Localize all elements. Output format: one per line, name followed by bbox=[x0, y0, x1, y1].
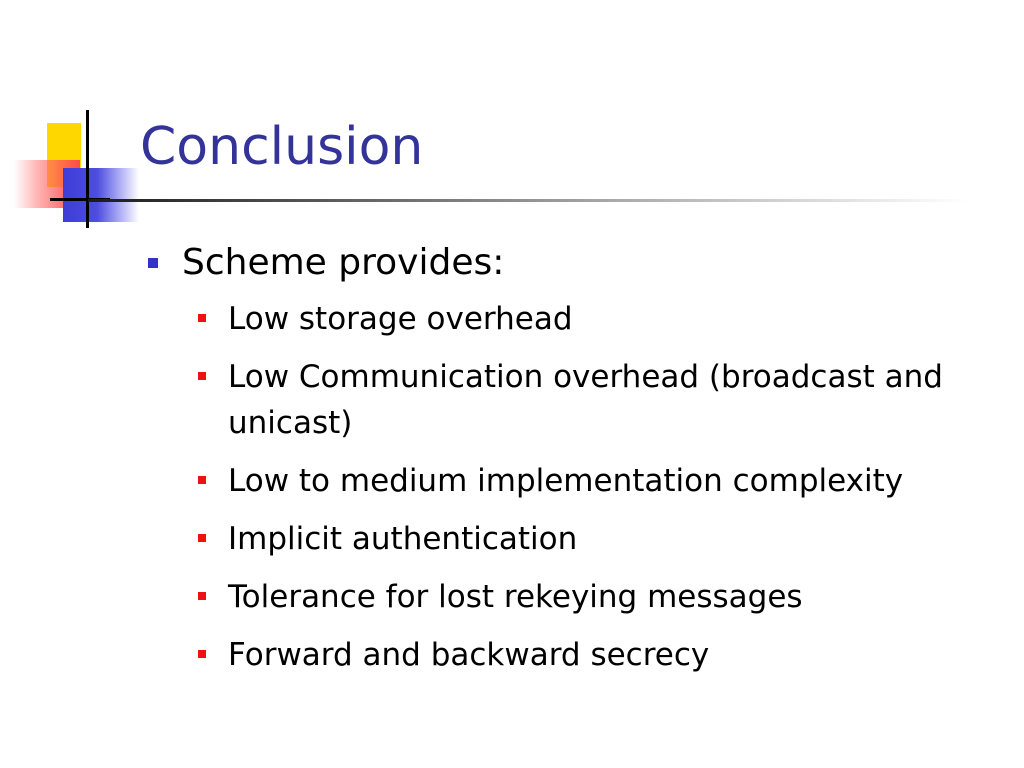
sub-bullet-text: Implicit authentication bbox=[228, 521, 578, 557]
square-bullet-icon bbox=[198, 372, 206, 380]
sub-bullet-item bbox=[198, 354, 998, 446]
sub-bullet-item bbox=[198, 632, 998, 678]
logo-blue-square bbox=[63, 168, 139, 222]
decorative-logo bbox=[0, 0, 160, 240]
sub-bullet-text: Low Communication overhead (broadcast and unicast) bbox=[228, 359, 943, 441]
square-bullet-icon bbox=[198, 534, 206, 542]
sub-bullet-list bbox=[140, 296, 1000, 678]
square-bullet-icon bbox=[198, 314, 206, 322]
sub-bullet-text: Low storage overhead bbox=[228, 301, 573, 337]
slide-content bbox=[140, 236, 1000, 690]
square-bullet-icon bbox=[198, 592, 206, 600]
slide-title: Conclusion bbox=[140, 117, 424, 177]
sub-bullet-item bbox=[198, 516, 998, 562]
logo-vertical-line bbox=[86, 110, 89, 228]
sub-bullet-text: Forward and backward secrecy bbox=[228, 637, 710, 673]
square-bullet-icon bbox=[198, 476, 206, 484]
bullet-item bbox=[140, 236, 1000, 290]
sub-bullet-item bbox=[198, 574, 998, 620]
sub-bullet-text: Low to medium implementation complexity bbox=[228, 463, 904, 499]
sub-bullet-item bbox=[198, 458, 998, 504]
title-underline bbox=[88, 199, 968, 202]
bullet-text: Scheme provides: bbox=[182, 242, 505, 283]
sub-bullet-text: Tolerance for lost rekeying messages bbox=[228, 579, 803, 615]
sub-bullet-item bbox=[198, 296, 998, 342]
square-bullet-icon bbox=[148, 258, 158, 268]
square-bullet-icon bbox=[198, 650, 206, 658]
